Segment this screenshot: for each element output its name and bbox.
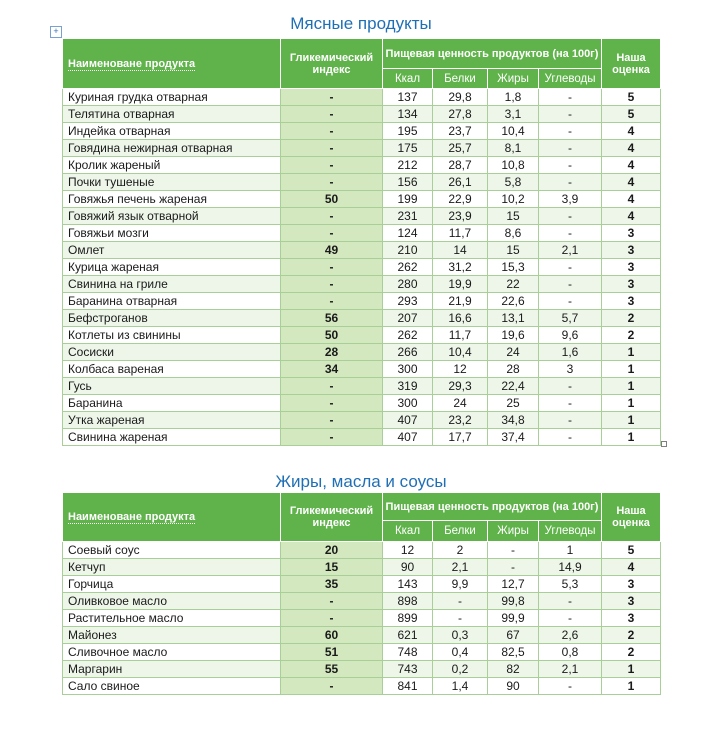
cell-product-name: Кетчуп xyxy=(63,559,281,576)
cell-kcal: 407 xyxy=(383,412,433,429)
cell-score: 1 xyxy=(602,361,661,378)
cell-product-name: Баранина xyxy=(63,395,281,412)
table-row xyxy=(63,89,661,106)
cell-protein: - xyxy=(433,593,488,610)
header-kcal: Ккал xyxy=(383,69,433,89)
cell-carbs: 1,6 xyxy=(539,344,602,361)
cell-carbs: - xyxy=(539,106,602,123)
cell-product-name: Куриная грудка отварная xyxy=(63,89,281,106)
section-title-meat: Мясные продукты xyxy=(290,14,432,33)
cell-carbs: 2,1 xyxy=(539,242,602,259)
cell-product-name: Омлет xyxy=(63,242,281,259)
cell-fat: 22,6 xyxy=(488,293,539,310)
table-row xyxy=(63,361,661,378)
cell-score: 3 xyxy=(602,593,661,610)
cell-fat: 3,1 xyxy=(488,106,539,123)
cell-protein: 2,1 xyxy=(433,559,488,576)
cell-score: 5 xyxy=(602,542,661,559)
cell-product-name: Котлеты из свинины xyxy=(63,327,281,344)
cell-score: 3 xyxy=(602,576,661,593)
cell-glycemic-index: - xyxy=(281,378,383,395)
cell-protein: 12 xyxy=(433,361,488,378)
header-our-score: Наша оценка xyxy=(602,39,661,89)
cell-product-name: Горчица xyxy=(63,576,281,593)
cell-fat: 8,6 xyxy=(488,225,539,242)
cell-score: 2 xyxy=(602,327,661,344)
cell-carbs: 2,1 xyxy=(539,661,602,678)
fats-table-body xyxy=(63,542,661,695)
table-row xyxy=(63,627,661,644)
cell-product-name: Говяжий язык отварной xyxy=(63,208,281,225)
cell-carbs: 5,3 xyxy=(539,576,602,593)
cell-product-name: Колбаса вареная xyxy=(63,361,281,378)
cell-product-name: Индейка отварная xyxy=(63,123,281,140)
table-resize-handle[interactable] xyxy=(661,441,667,447)
cell-glycemic-index: 20 xyxy=(281,542,383,559)
cell-score: 3 xyxy=(602,225,661,242)
cell-kcal: 407 xyxy=(383,429,433,446)
cell-product-name: Оливковое масло xyxy=(63,593,281,610)
table-row xyxy=(63,559,661,576)
cell-kcal: 12 xyxy=(383,542,433,559)
cell-glycemic-index: - xyxy=(281,678,383,695)
table-row xyxy=(63,412,661,429)
cell-kcal: 143 xyxy=(383,576,433,593)
table-row xyxy=(63,242,661,259)
cell-score: 5 xyxy=(602,89,661,106)
cell-carbs: - xyxy=(539,412,602,429)
cell-protein: 23,9 xyxy=(433,208,488,225)
cell-carbs: - xyxy=(539,225,602,242)
cell-glycemic-index: - xyxy=(281,174,383,191)
cell-protein: 0,2 xyxy=(433,661,488,678)
header-glycemic-index: Гликемический индекс xyxy=(281,493,383,542)
cell-protein: 24 xyxy=(433,395,488,412)
cell-carbs: 3 xyxy=(539,361,602,378)
cell-kcal: 262 xyxy=(383,259,433,276)
cell-score: 4 xyxy=(602,208,661,225)
cell-glycemic-index: 49 xyxy=(281,242,383,259)
cell-product-name: Баранина отварная xyxy=(63,293,281,310)
cell-protein: 19,9 xyxy=(433,276,488,293)
cell-fat: 28 xyxy=(488,361,539,378)
cell-protein: 22,9 xyxy=(433,191,488,208)
cell-score: 1 xyxy=(602,678,661,695)
section-title-fats: Жиры, масла и соусы xyxy=(275,472,447,491)
cell-product-name: Свинина жареная xyxy=(63,429,281,446)
header-protein: Белки xyxy=(433,69,488,89)
table-row xyxy=(63,344,661,361)
cell-score: 1 xyxy=(602,344,661,361)
table-row xyxy=(63,378,661,395)
cell-carbs: - xyxy=(539,89,602,106)
cell-score: 3 xyxy=(602,259,661,276)
cell-protein: 23,2 xyxy=(433,412,488,429)
cell-fat: - xyxy=(488,559,539,576)
cell-fat: 82 xyxy=(488,661,539,678)
cell-glycemic-index: - xyxy=(281,593,383,610)
cell-glycemic-index: - xyxy=(281,157,383,174)
cell-protein: 14 xyxy=(433,242,488,259)
cell-fat: 10,4 xyxy=(488,123,539,140)
cell-kcal: 156 xyxy=(383,174,433,191)
table-row xyxy=(63,259,661,276)
cell-carbs: - xyxy=(539,140,602,157)
cell-glycemic-index: - xyxy=(281,123,383,140)
cell-fat: 24 xyxy=(488,344,539,361)
cell-score: 4 xyxy=(602,559,661,576)
cell-protein: 0,4 xyxy=(433,644,488,661)
table-row xyxy=(63,542,661,559)
cell-score: 2 xyxy=(602,644,661,661)
header-nutrition: Пищевая ценность продуктов (на 100г) xyxy=(383,493,602,521)
cell-kcal: 124 xyxy=(383,225,433,242)
cell-carbs: - xyxy=(539,123,602,140)
cell-kcal: 280 xyxy=(383,276,433,293)
cell-product-name: Почки тушеные xyxy=(63,174,281,191)
cell-kcal: 175 xyxy=(383,140,433,157)
cell-glycemic-index: - xyxy=(281,395,383,412)
cell-glycemic-index: - xyxy=(281,89,383,106)
cell-glycemic-index: 35 xyxy=(281,576,383,593)
cell-glycemic-index: 55 xyxy=(281,661,383,678)
cell-glycemic-index: - xyxy=(281,276,383,293)
cell-score: 4 xyxy=(602,157,661,174)
cell-protein: 11,7 xyxy=(433,327,488,344)
header-protein: Белки xyxy=(433,521,488,542)
cell-fat: 15 xyxy=(488,208,539,225)
table-row xyxy=(63,310,661,327)
cell-score: 2 xyxy=(602,310,661,327)
cell-protein: - xyxy=(433,610,488,627)
cell-glycemic-index: - xyxy=(281,225,383,242)
cell-kcal: 621 xyxy=(383,627,433,644)
cell-score: 4 xyxy=(602,140,661,157)
header-fat: Жиры xyxy=(488,69,539,89)
cell-protein: 23,7 xyxy=(433,123,488,140)
cell-fat: 8,1 xyxy=(488,140,539,157)
cell-score: 4 xyxy=(602,123,661,140)
cell-product-name: Свинина на гриле xyxy=(63,276,281,293)
cell-fat: 10,2 xyxy=(488,191,539,208)
cell-fat: 10,8 xyxy=(488,157,539,174)
cell-fat: 99,9 xyxy=(488,610,539,627)
cell-product-name: Сливочное масло xyxy=(63,644,281,661)
cell-carbs: 5,7 xyxy=(539,310,602,327)
cell-carbs: - xyxy=(539,157,602,174)
table-row xyxy=(63,123,661,140)
cell-glycemic-index: - xyxy=(281,412,383,429)
cell-glycemic-index: - xyxy=(281,610,383,627)
cell-fat: 67 xyxy=(488,627,539,644)
table-row xyxy=(63,395,661,412)
cell-glycemic-index: - xyxy=(281,208,383,225)
cell-kcal: 210 xyxy=(383,242,433,259)
cell-fat: 15,3 xyxy=(488,259,539,276)
cell-protein: 1,4 xyxy=(433,678,488,695)
cell-kcal: 898 xyxy=(383,593,433,610)
table-row xyxy=(63,593,661,610)
table-row xyxy=(63,157,661,174)
cell-fat: 13,1 xyxy=(488,310,539,327)
cell-protein: 31,2 xyxy=(433,259,488,276)
cell-glycemic-index: 51 xyxy=(281,644,383,661)
cell-fat: 15 xyxy=(488,242,539,259)
cell-score: 4 xyxy=(602,174,661,191)
table-row xyxy=(63,678,661,695)
cell-protein: 26,1 xyxy=(433,174,488,191)
header-product-name: Наименоване продукта xyxy=(63,39,281,89)
cell-product-name: Говяжьи мозги xyxy=(63,225,281,242)
cell-kcal: 748 xyxy=(383,644,433,661)
cell-protein: 21,9 xyxy=(433,293,488,310)
cell-score: 1 xyxy=(602,395,661,412)
cell-glycemic-index: - xyxy=(281,429,383,446)
cell-protein: 10,4 xyxy=(433,344,488,361)
cell-fat: 25 xyxy=(488,395,539,412)
cell-score: 1 xyxy=(602,378,661,395)
cell-product-name: Утка жареная xyxy=(63,412,281,429)
cell-glycemic-index: 50 xyxy=(281,191,383,208)
cell-product-name: Курица жареная xyxy=(63,259,281,276)
cell-kcal: 207 xyxy=(383,310,433,327)
cell-glycemic-index: 34 xyxy=(281,361,383,378)
cell-score: 1 xyxy=(602,429,661,446)
header-kcal: Ккал xyxy=(383,521,433,542)
cell-score: 4 xyxy=(602,191,661,208)
header-nutrition: Пищевая ценность продуктов (на 100г) xyxy=(383,39,602,69)
cell-fat: 1,8 xyxy=(488,89,539,106)
cell-glycemic-index: - xyxy=(281,259,383,276)
cell-carbs: - xyxy=(539,678,602,695)
table-row xyxy=(63,276,661,293)
cell-kcal: 262 xyxy=(383,327,433,344)
cell-glycemic-index: 56 xyxy=(281,310,383,327)
cell-carbs: 3,9 xyxy=(539,191,602,208)
cell-carbs: - xyxy=(539,293,602,310)
cell-kcal: 199 xyxy=(383,191,433,208)
cell-carbs: - xyxy=(539,395,602,412)
cell-carbs: - xyxy=(539,378,602,395)
table-row xyxy=(63,576,661,593)
cell-protein: 29,3 xyxy=(433,378,488,395)
cell-fat: 22,4 xyxy=(488,378,539,395)
table-row xyxy=(63,429,661,446)
cell-kcal: 134 xyxy=(383,106,433,123)
cell-carbs: - xyxy=(539,276,602,293)
cell-protein: 11,7 xyxy=(433,225,488,242)
cell-score: 3 xyxy=(602,242,661,259)
header-fat: Жиры xyxy=(488,521,539,542)
cell-carbs: - xyxy=(539,259,602,276)
fats-oils-table xyxy=(62,492,661,695)
cell-glycemic-index: 60 xyxy=(281,627,383,644)
cell-kcal: 899 xyxy=(383,610,433,627)
cell-score: 3 xyxy=(602,293,661,310)
cell-protein: 29,8 xyxy=(433,89,488,106)
cell-fat: 99,8 xyxy=(488,593,539,610)
cell-kcal: 231 xyxy=(383,208,433,225)
cell-fat: 34,8 xyxy=(488,412,539,429)
table-row xyxy=(63,208,661,225)
table-row xyxy=(63,293,661,310)
cell-carbs: - xyxy=(539,208,602,225)
cell-fat: 82,5 xyxy=(488,644,539,661)
cell-carbs: 9,6 xyxy=(539,327,602,344)
cell-glycemic-index: - xyxy=(281,293,383,310)
header-product-name: Наименоване продукта xyxy=(63,493,281,542)
cell-carbs: - xyxy=(539,429,602,446)
cell-product-name: Телятина отварная xyxy=(63,106,281,123)
cell-product-name: Говяжья печень жареная xyxy=(63,191,281,208)
cell-protein: 9,9 xyxy=(433,576,488,593)
cell-carbs: - xyxy=(539,174,602,191)
cell-carbs: - xyxy=(539,610,602,627)
cell-protein: 17,7 xyxy=(433,429,488,446)
meat-table-body xyxy=(63,89,661,446)
header-carbs: Углеводы xyxy=(539,521,602,542)
cell-product-name: Растительное масло xyxy=(63,610,281,627)
cell-product-name: Гусь xyxy=(63,378,281,395)
meat-products-table xyxy=(62,38,661,446)
cell-score: 2 xyxy=(602,627,661,644)
cell-fat: 5,8 xyxy=(488,174,539,191)
cell-kcal: 195 xyxy=(383,123,433,140)
cell-kcal: 319 xyxy=(383,378,433,395)
cell-product-name: Сало свиное xyxy=(63,678,281,695)
move-handle-icon[interactable]: + xyxy=(50,26,62,38)
cell-score: 3 xyxy=(602,276,661,293)
cell-kcal: 743 xyxy=(383,661,433,678)
table-row xyxy=(63,191,661,208)
cell-protein: 25,7 xyxy=(433,140,488,157)
header-glycemic-index: Гликемический индекс xyxy=(281,39,383,89)
table-row xyxy=(63,106,661,123)
cell-kcal: 293 xyxy=(383,293,433,310)
cell-fat: - xyxy=(488,542,539,559)
cell-fat: 22 xyxy=(488,276,539,293)
cell-kcal: 137 xyxy=(383,89,433,106)
cell-product-name: Соевый соус xyxy=(63,542,281,559)
table-row xyxy=(63,610,661,627)
cell-fat: 37,4 xyxy=(488,429,539,446)
cell-protein: 27,8 xyxy=(433,106,488,123)
cell-kcal: 90 xyxy=(383,559,433,576)
cell-glycemic-index: 15 xyxy=(281,559,383,576)
cell-carbs: 0,8 xyxy=(539,644,602,661)
cell-kcal: 266 xyxy=(383,344,433,361)
cell-kcal: 841 xyxy=(383,678,433,695)
cell-glycemic-index: 50 xyxy=(281,327,383,344)
cell-product-name: Сосиски xyxy=(63,344,281,361)
cell-fat: 90 xyxy=(488,678,539,695)
cell-product-name: Бефстроганов xyxy=(63,310,281,327)
table-row xyxy=(63,140,661,157)
cell-score: 5 xyxy=(602,106,661,123)
cell-score: 3 xyxy=(602,610,661,627)
cell-product-name: Говядина нежирная отварная xyxy=(63,140,281,157)
table-row xyxy=(63,327,661,344)
table-row xyxy=(63,225,661,242)
cell-product-name: Маргарин xyxy=(63,661,281,678)
cell-glycemic-index: - xyxy=(281,140,383,157)
cell-protein: 28,7 xyxy=(433,157,488,174)
table-row xyxy=(63,661,661,678)
table-row xyxy=(63,644,661,661)
cell-kcal: 300 xyxy=(383,361,433,378)
cell-glycemic-index: 28 xyxy=(281,344,383,361)
cell-carbs: 1 xyxy=(539,542,602,559)
cell-glycemic-index: - xyxy=(281,106,383,123)
cell-protein: 0,3 xyxy=(433,627,488,644)
header-carbs: Углеводы xyxy=(539,69,602,89)
cell-score: 1 xyxy=(602,661,661,678)
cell-fat: 12,7 xyxy=(488,576,539,593)
cell-protein: 16,6 xyxy=(433,310,488,327)
cell-product-name: Кролик жареный xyxy=(63,157,281,174)
cell-score: 1 xyxy=(602,412,661,429)
cell-carbs: 14,9 xyxy=(539,559,602,576)
header-our-score: Наша оценка xyxy=(602,493,661,542)
cell-protein: 2 xyxy=(433,542,488,559)
cell-product-name: Майонез xyxy=(63,627,281,644)
cell-kcal: 212 xyxy=(383,157,433,174)
cell-kcal: 300 xyxy=(383,395,433,412)
cell-carbs: - xyxy=(539,593,602,610)
cell-fat: 19,6 xyxy=(488,327,539,344)
table-row xyxy=(63,174,661,191)
cell-carbs: 2,6 xyxy=(539,627,602,644)
